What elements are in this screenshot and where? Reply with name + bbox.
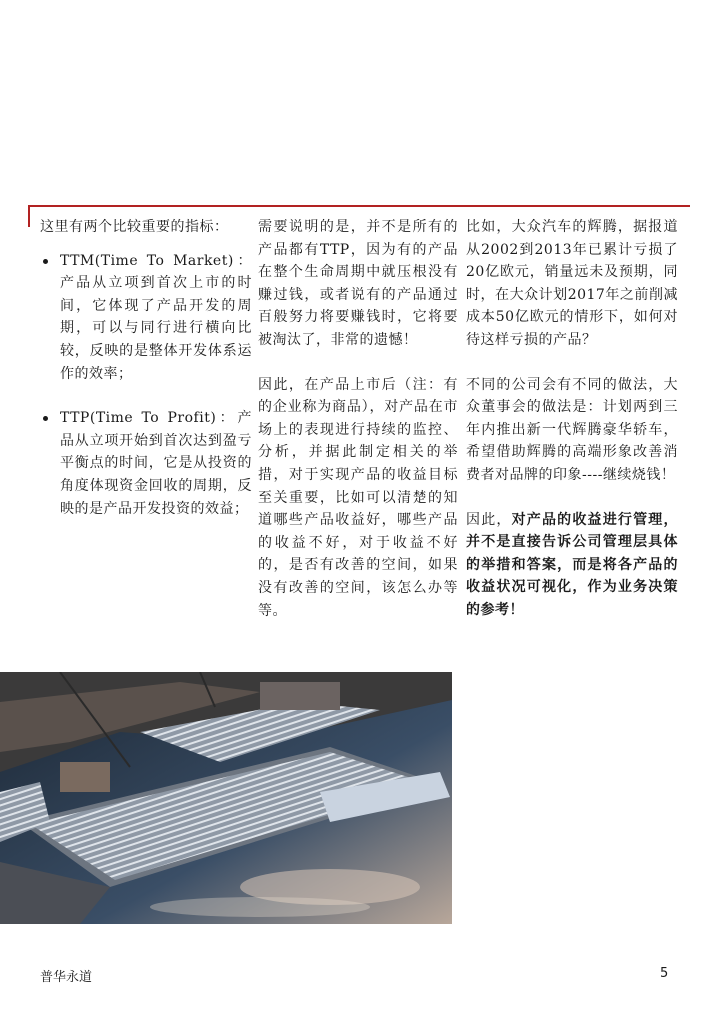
metrics-list (40, 250, 252, 521)
bullet-ttp-text: TTP(Time To Profit)：产品从立项开始到首次达到盈亏平衡点的时间，它是从投资的角度体现资金回收的周期，反映的是产品开发投资的效益； (60, 410, 252, 517)
text-column-2 (258, 216, 458, 622)
page-number: 5 (660, 966, 669, 981)
list-item (40, 250, 252, 386)
text-column-3 (466, 216, 678, 622)
bullet-ttm-text: TTM(Time To Market)：产品从立项到首次上市的时间，它体现了产品开发的周期，可以与同行进行横向比较，反映的是整体开发体系运作的效率； (60, 252, 252, 382)
photo-illustration (0, 672, 452, 924)
bullet-dot-icon (43, 259, 48, 264)
intro-paragraph: 这里有两个比较重要的指标： (40, 219, 229, 235)
conclusion-bold-text: 对产品的收益进行管理，并不是直接告诉公司管理层具体的举措和答案，而是将各产品的收益状况可视化，作为业务决策的参考！ (466, 511, 679, 618)
paragraph: 因此，在产品上市后（注：有的企业称为商品），对产品在市场上的表现进行持续的监控、分析，并据此制定相关的举措，对于实现产品的收益目标至关重要，比如可以清楚的知道哪些产品收益好，哪些产品的收益不好，对于收益不好的，是否有改善的空间，如果没有改善的空间，该怎么办等等。 (258, 376, 458, 619)
bullet-dot-icon (43, 416, 48, 421)
paragraph: 不同的公司会有不同的做法，大众董事会的做法是：计划两到三年内推出新一代辉腾豪华轿车，希望借助辉腾的高端形象改善消费者对品牌的印象----继续烧钱！ (466, 376, 678, 483)
harbor-barge-pipes-photo (0, 672, 452, 924)
paragraph: 需要说明的是，并不是所有的产品都有TTP，因为有的产品在整个生命周期中就压根没有赚过钱，或者说有的产品通过百般努力将要赚钱时，它将要被淘汰了，非常的遗憾！ (258, 219, 458, 348)
paragraph: 比如，大众汽车的辉腾，据报道从2002到2013年已累计亏损了20亿欧元，销量远未及预期，同时，在大众计划2017年之前削减成本50亿欧元的情形下，如何对待这样亏损的产品？ (466, 219, 678, 348)
text-column-1 (40, 216, 252, 520)
conclusion-prefix: 因此， (466, 511, 512, 528)
list-item (40, 407, 252, 520)
footer-company-name: 普华永道 (40, 970, 93, 985)
conclusion-paragraph (466, 509, 678, 622)
